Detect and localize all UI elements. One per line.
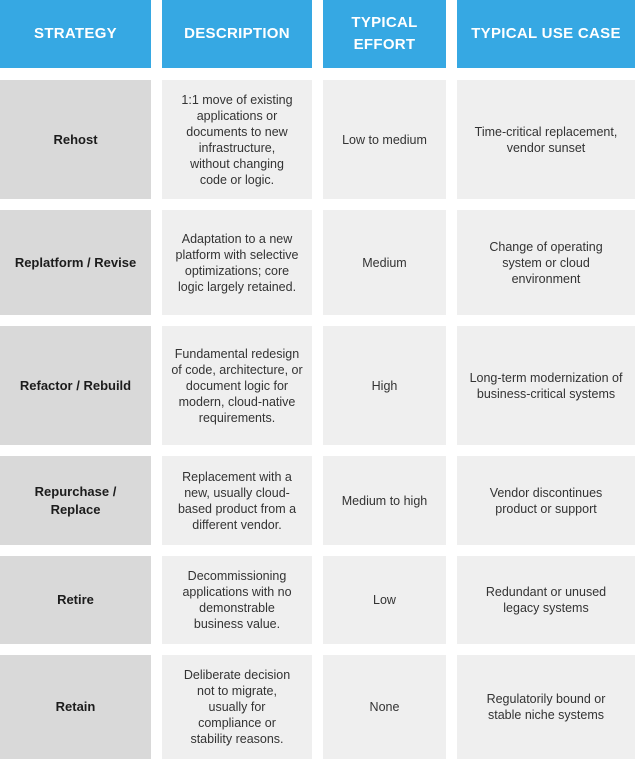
row-4-effort: Medium to high [323,456,446,545]
row-1-strategy: Rehost [0,80,151,199]
row-2-effort: Medium [323,210,446,315]
header-typical-effort: TYPICAL EFFORT [323,0,446,68]
row-4-description: Replacement with a new, usually cloud-based product from a different vendor. [162,456,312,545]
row-3-description: Fundamental redesign of code, architecture, or document logic for modern, cloud-native requirements. [162,326,312,445]
row-6-effort: None [323,655,446,759]
row-5-description: Decommissioning applications with no demonstrable business value. [162,556,312,644]
row-1-effort: Low to medium [323,80,446,199]
row-5-strategy: Retire [0,556,151,644]
row-4-use-case: Vendor discontinues product or support [457,456,635,545]
row-4-strategy: Repurchase / Replace [0,456,151,545]
header-description: DESCRIPTION [162,0,312,68]
row-6-use-case: Regulatorily bound or stable niche systems [457,655,635,759]
row-1-use-case: Time-critical replacement, vendor sunset [457,80,635,199]
row-3-use-case: Long-term modernization of business-critical systems [457,326,635,445]
row-2-description: Adaptation to a new platform with selective optimizations; core logic largely retained. [162,210,312,315]
row-6-strategy: Retain [0,655,151,759]
row-3-effort: High [323,326,446,445]
header-typical-use-case: TYPICAL USE CASE [457,0,635,68]
row-1-description: 1:1 move of existing applications or documents to new infrastructure, without changing code or logic. [162,80,312,199]
row-2-strategy: Replatform / Revise [0,210,151,315]
header-strategy: STRATEGY [0,0,151,68]
row-2-use-case: Change of operating system or cloud environment [457,210,635,315]
row-5-effort: Low [323,556,446,644]
row-3-strategy: Refactor / Rebuild [0,326,151,445]
row-6-description: Deliberate decision not to migrate, usually for compliance or stability reasons. [162,655,312,759]
row-5-use-case: Redundant or unused legacy systems [457,556,635,644]
